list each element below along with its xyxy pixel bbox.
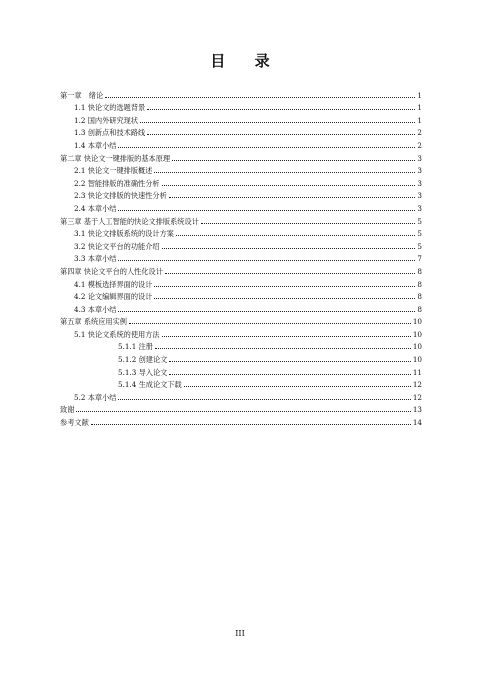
toc-entry[interactable] — [60, 137, 422, 150]
toc-entry[interactable] — [60, 251, 422, 264]
toc-entry-text: 5.1 快论文系统的使用方法 — [74, 329, 160, 339]
toc-entry-text: 致谢 — [60, 405, 75, 415]
toc-dot-leader — [105, 97, 415, 98]
toc-dot-leader — [184, 386, 411, 387]
toc-title: 目 录 — [210, 52, 282, 70]
toc-entry-text: 5.1.3 导入论文 — [118, 367, 168, 377]
toc-entry-text: 5.1.1 注册 — [118, 342, 153, 352]
toc-entry-page: 12 — [412, 392, 422, 402]
toc-entry-text: 2.1 快论文一键排版概述 — [74, 166, 153, 176]
toc-dot-leader — [162, 336, 411, 337]
toc-dot-leader — [91, 424, 411, 425]
toc-entry-page: 14 — [412, 418, 422, 428]
toc-entry-text: 1.1 快论文的选题背景 — [74, 103, 146, 113]
toc-entry-page: 8 — [417, 292, 422, 302]
toc-entry[interactable] — [60, 314, 422, 327]
toc-entry[interactable] — [60, 263, 422, 276]
toc-entry[interactable] — [60, 175, 422, 188]
toc-dot-leader — [118, 147, 415, 148]
toc-entry-page: 5 — [417, 241, 422, 251]
toc-entry-page: 1 — [417, 90, 422, 100]
toc-entry[interactable] — [60, 226, 422, 239]
toc-entry-text: 3.2 快论文平台的功能介绍 — [74, 241, 160, 251]
toc-entry-text: 3.3 本章小结 — [74, 254, 117, 264]
toc-entry[interactable] — [60, 389, 422, 402]
toc-entry-text: 2.2 智能排版的准确性分析 — [74, 178, 160, 188]
toc-entry-text: 第五章 系统应用实例 — [60, 317, 127, 327]
toc-entry-page: 5 — [417, 229, 422, 239]
toc-dot-leader — [140, 122, 415, 123]
toc-dot-leader — [76, 411, 410, 412]
toc-entry-page: 1 — [417, 115, 422, 125]
toc-entry[interactable] — [60, 339, 422, 352]
toc-entry[interactable] — [60, 351, 422, 364]
toc-entry[interactable] — [60, 213, 422, 226]
toc-entry-page: 10 — [412, 317, 422, 327]
toc-entry[interactable] — [60, 364, 422, 377]
toc-entry[interactable] — [60, 402, 422, 415]
toc-entry-text: 第一章 绪论 — [60, 90, 104, 100]
toc-entry[interactable] — [60, 326, 422, 339]
page-number: III — [235, 629, 245, 638]
toc-dot-leader — [147, 134, 415, 135]
toc-entry-page: 8 — [417, 266, 422, 276]
toc-dot-leader — [118, 399, 410, 400]
toc-dot-leader — [118, 210, 415, 211]
toc-entry[interactable] — [60, 87, 422, 100]
toc-entry-page: 8 — [417, 304, 422, 314]
toc-entry-page: 2 — [417, 140, 422, 150]
toc-entry-page: 3 — [417, 153, 422, 163]
toc-entry[interactable] — [60, 163, 422, 176]
toc-entry-text: 2.3 快论文排版的快速性分析 — [74, 191, 167, 201]
toc-dot-leader — [169, 361, 411, 362]
toc-entry-text: 5.1.4 生成论文下载 — [118, 380, 182, 390]
toc-entry-page: 1 — [417, 103, 422, 113]
toc-entry-page: 10 — [412, 342, 422, 352]
toc-entry-text: 第二章 快论文一键排版的基本原理 — [60, 153, 171, 163]
toc-entry-page: 12 — [412, 380, 422, 390]
toc-entry[interactable] — [60, 414, 422, 427]
toc-entry[interactable] — [60, 150, 422, 163]
toc-entry[interactable] — [60, 301, 422, 314]
toc-entry-page: 10 — [412, 355, 422, 365]
toc-entry-page: 10 — [412, 329, 422, 339]
toc-entry-text: 第四章 快论文平台的人性化设计 — [60, 266, 163, 276]
toc-entry-text: 3.1 快论文排版系统的设计方案 — [74, 229, 174, 239]
toc-entry-page: 11 — [412, 367, 422, 377]
toc-entry[interactable] — [60, 289, 422, 302]
toc-entry[interactable] — [60, 125, 422, 138]
toc-dot-leader — [162, 185, 416, 186]
toc-dot-leader — [169, 374, 411, 375]
toc-entry[interactable] — [60, 188, 422, 201]
toc-dot-leader — [162, 248, 416, 249]
toc-entry[interactable] — [60, 276, 422, 289]
toc-entry-page: 13 — [412, 405, 422, 415]
toc-dot-leader — [118, 260, 415, 261]
toc-entry[interactable] — [60, 238, 422, 251]
toc-dot-leader — [147, 109, 415, 110]
toc-entry-page: 3 — [417, 166, 422, 176]
toc-entry-page: 5 — [417, 216, 422, 226]
toc-dot-leader — [155, 348, 411, 349]
toc-entry-page: 3 — [417, 191, 422, 201]
toc-entry-text: 5.1.2 创建论文 — [118, 355, 168, 365]
toc-entry-text: 4.1 模板选择界面的设计 — [74, 279, 153, 289]
toc-entry-text: 参考文献 — [60, 418, 89, 428]
toc-dot-leader — [201, 223, 416, 224]
toc-entry-text: 第三章 基于人工智能的快论文排版系统设计 — [60, 216, 199, 226]
toc-entry-text: 1.2 国内外研究现状 — [74, 115, 139, 125]
toc-entry[interactable] — [60, 200, 422, 213]
toc-dot-leader — [118, 311, 415, 312]
toc-dot-leader — [169, 197, 416, 198]
toc-dot-leader — [154, 286, 415, 287]
toc-entry[interactable] — [60, 112, 422, 125]
toc-entry-text: 4.2 论文编辑界面的设计 — [74, 292, 153, 302]
toc-dot-leader — [172, 160, 415, 161]
toc-entry-text: 4.3 本章小结 — [74, 304, 117, 314]
toc-dot-leader — [165, 273, 416, 274]
toc-entry-page: 3 — [417, 178, 422, 188]
toc-list — [60, 87, 422, 427]
toc-dot-leader — [129, 323, 411, 324]
toc-entry-text: 2.4 本章小结 — [74, 203, 117, 213]
toc-entry[interactable] — [60, 100, 422, 113]
toc-entry-text: 5.2 本章小结 — [74, 392, 117, 402]
toc-entry-text: 1.3 创新点和技术路线 — [74, 128, 146, 138]
toc-dot-leader — [176, 235, 415, 236]
toc-dot-leader — [154, 172, 415, 173]
toc-entry-page: 7 — [417, 254, 422, 264]
toc-entry[interactable] — [60, 377, 422, 390]
toc-dot-leader — [154, 298, 415, 299]
toc-entry-text: 1.4 本章小结 — [74, 140, 117, 150]
toc-entry-page: 2 — [417, 128, 422, 138]
toc-entry-page: 3 — [417, 203, 422, 213]
toc-entry-page: 8 — [417, 279, 422, 289]
